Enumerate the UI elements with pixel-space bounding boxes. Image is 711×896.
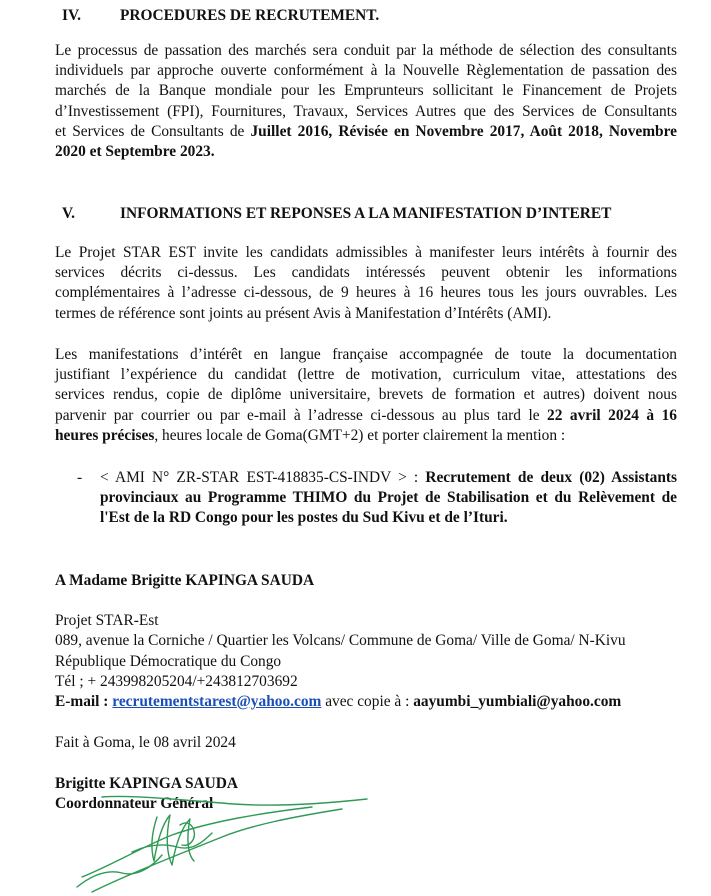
text-line: termes de référence sont joints au présent Avis à Manifestation d’Intérêts (AMI). [55, 304, 552, 322]
text-line: complémentaires à l’adresse ci-dessous, de 9 heures à 16 heures tous les jours ouvrables. Les [55, 284, 677, 302]
section-v-title: INFORMATIONS ET REPONSES A LA MANIFESTATION D’INTERET [120, 205, 612, 222]
signature-stroke [132, 833, 212, 852]
section-iv-heading [62, 6, 379, 26]
text-segment: parvenir par courrier ou par e-mail à l’adresse ci-dessous au plus tard le [55, 406, 548, 424]
position-title-line: provinciaux au Programme THIMO du Projet de Stabilisation et du Relèvement de [100, 489, 677, 507]
ami-reference: < AMI N° ZR-STAR EST-418835-CS-INDV > : [100, 469, 426, 486]
text-segment: , heures locale de Goma(GMT+2) et porter clairement la mention : [154, 426, 566, 444]
position-title-line: l'Est de la RD Congo pour les postes du Sud Kivu et de l’Ituri. [100, 509, 508, 527]
email-copy-address: aayumbi_yumbiali@yahoo.com [413, 693, 622, 710]
addressee: A Madame Brigitte KAPINGA SAUDA [55, 572, 315, 589]
section-v-paragraph-2 [55, 345, 677, 446]
email-copy-text: avec copie à : [321, 693, 414, 710]
bullet-dash: - [77, 469, 83, 486]
email-link-primary[interactable]: recrutementstarest@yahoo.com [112, 693, 322, 710]
position-title: Recrutement de deux (02) Assistants [425, 469, 677, 486]
text-line: Le Projet STAR EST invite les candidats admissibles à manifester leurs intérêts à fournir des [55, 244, 677, 261]
signer-title: Coordonnateur Général [55, 795, 214, 812]
text-line: marchés de la Banque mondiale pour les Emprunteurs sollicitant le Financement de Projets [55, 82, 677, 100]
text-line: d’Investissement (FPI), Fournitures, Travaux, Services Autres que des Services de Consultants [55, 102, 677, 120]
section-iv-paragraph [55, 41, 677, 162]
text-line: Les manifestations d’intérêt en langue française accompagnée de toute la documentation [55, 346, 677, 363]
text-line: individuels par approche ouverte conformément à la Nouvelle Règlementation de passation des [55, 62, 677, 80]
text-line: justifiant l’expérience du candidat (lettre de motivation, curriculum vitae, attestations des [55, 366, 677, 384]
section-iv-title: PROCEDURES DE RECRUTEMENT. [120, 7, 380, 24]
text-line: services rendus, copie de diplôme universitaire, brevets de formation et autres) doivent nous [55, 386, 677, 404]
address-phone: Tél ; + 243998205204/+243812703692 [55, 673, 298, 690]
address-country: République Démocratique du Congo [55, 653, 282, 670]
section-v-number: V. [62, 205, 75, 222]
bold-dates: Juillet 2016, Révisée en Novembre 2017, Août 2018, Novembre [250, 122, 677, 140]
signature-stroke [92, 809, 342, 892]
text-line [55, 426, 677, 446]
signature-stroke [77, 855, 162, 887]
text-line [55, 122, 677, 142]
signer-name: Brigitte KAPINGA SAUDA [55, 775, 238, 792]
section-iv-number: IV. [62, 7, 81, 24]
email-label: E-mail : [55, 693, 113, 710]
address-email [55, 692, 621, 712]
signature-stroke [82, 807, 312, 877]
text-line [100, 468, 677, 488]
section-v-paragraph-1 [55, 243, 677, 324]
text-segment: et Services de Consultants de [55, 122, 251, 140]
deadline-date: 22 avril 2024 à 16 [547, 406, 677, 424]
bullet-reference-mention [100, 468, 677, 529]
bold-dates-end: 2020 et Septembre 2023. [55, 142, 215, 160]
address-project: Projet STAR-Est [55, 612, 159, 629]
text-line: Le processus de passation des marchés sera conduit par la méthode de sélection des consultants [55, 42, 677, 59]
deadline-time: heures précises [55, 426, 155, 444]
place-date: Fait à Goma, le 08 avril 2024 [55, 734, 236, 751]
text-line [55, 406, 677, 426]
section-v-heading [62, 204, 611, 224]
text-line: services décrits ci-dessus. Les candidats intéressés peuvent obtenir les informations [55, 264, 677, 282]
signature-stroke [152, 815, 194, 865]
signature-stroke [180, 823, 194, 845]
address-street: 089, avenue la Corniche / Quartier les Volcans/ Commune de Goma/ Ville de Goma/ N-Kivu [55, 632, 626, 649]
